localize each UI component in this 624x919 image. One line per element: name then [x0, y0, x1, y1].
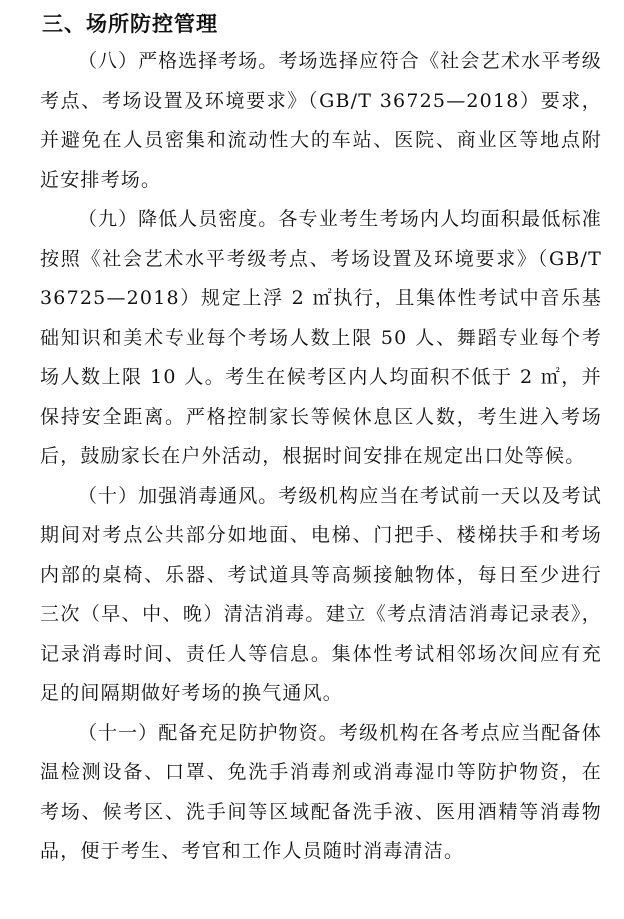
paragraph-9-lead: （九）降低人员密度。: [78, 208, 279, 230]
paragraph-11-lead: （十一）配备充足防护物资。: [78, 721, 339, 744]
paragraph-10-lead: （十）加强消毒通风。: [78, 484, 279, 507]
paragraph-8-lead: （八）严格选择考场。: [78, 50, 279, 72]
paragraph-8-body: 考场选择应符合《社会艺术水平考级考点、考场设置及环境要求》（GB/T 36725—2018）要求，并避免在人员密集和流动性大的车站、医院、商业区等地点附近安排考场。: [40, 50, 602, 191]
paragraph-10: [40, 477, 602, 714]
paragraph-11: [40, 714, 602, 872]
paragraph-10-body: 考级机构应当在考试前一天以及考试期间对考点公共部分如地面、电梯、门把手、楼梯扶手和考场内部的桌椅、乐器、考试道具等高频接触物体，每日至少进行三次（早、中、晚）清洁消毒。建立《考点清洁消毒记录表》，记录消毒时间、责任人等信息。集体性考试相邻场次间应有充足的间隔期做好考场的换气通风。: [40, 484, 602, 704]
paragraph-9: [40, 200, 602, 477]
paragraph-11-body: 考级机构在各考点应当配备体温检测设备、口罩、免洗手消毒剂或消毒湿巾等防护物资，在考场、候考区、洗手间等区域配备洗手液、医用酒精等消毒物品，便于考生、考官和工作人员随时消毒清洁。: [40, 721, 602, 862]
paragraph-9-body: 各专业考生考场内人均面积最低标准按照《社会艺术水平考级考点、考场设置及环境要求》（GB/T 36725—2018）规定上浮 2 ㎡执行，且集体性考试中音乐基础知识和美术专业每个考场人数上限 50 人、舞蹈专业每个考场人数上限 10 人。考生在候考区内人均面积不低于 2 ㎡，并保持安全距离。严格控制家长等候休息区人数，考生进入考场后，鼓励家长在户外活动，根据时间安排在规定出口处等候。: [40, 208, 602, 467]
section-heading: 三、场所防控管理: [42, 12, 218, 36]
paragraph-8: [40, 42, 602, 200]
